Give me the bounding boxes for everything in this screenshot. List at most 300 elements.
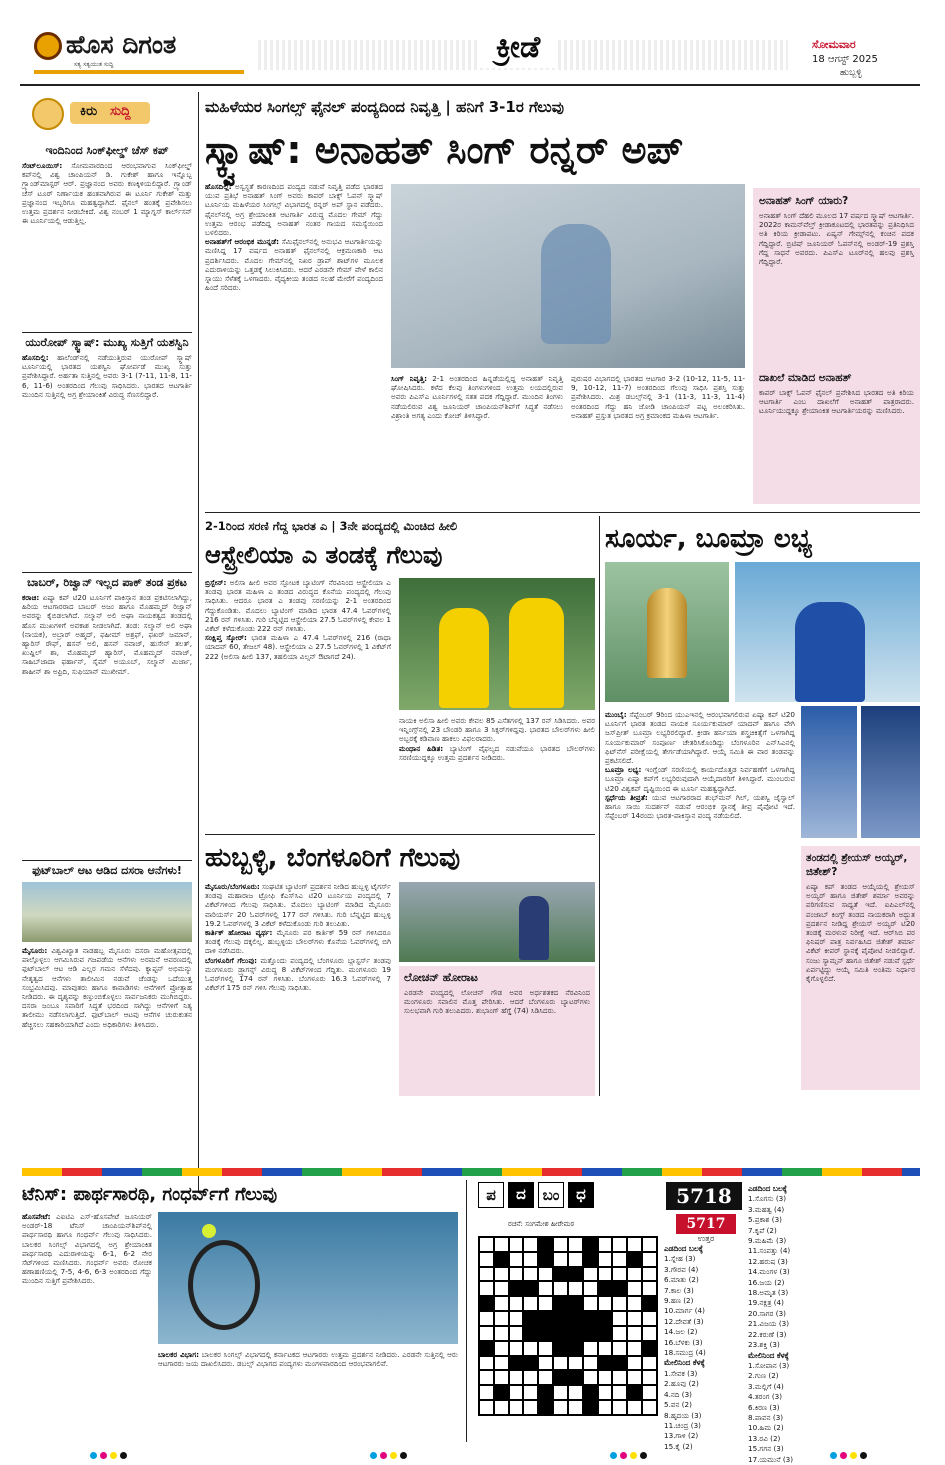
info-box-title: ಲೋಚನ್ ಹೋರಾಟ [404,971,478,984]
grid-cell[interactable] [494,1237,509,1252]
grid-cell[interactable] [627,1370,642,1385]
story-headline: ಆಸ್ಟ್ರೇಲಿಯಾ ಎ ತಂಡಕ್ಕೆ ಗೆಲುವು [205,541,443,569]
grid-cell[interactable] [523,1341,538,1356]
clue-heading: ಎಡದಿಂದ ಬಲಕ್ಕೆ [748,1184,787,1193]
grid-cell[interactable] [494,1326,509,1341]
grid-cell[interactable] [642,1326,657,1341]
story-body [22,1212,152,1438]
issue-day: ಸೋಮವಾರ [812,38,856,51]
info-box [399,966,595,1096]
brief-body [22,946,192,1170]
clue-heading: ಎಡದಿಂದ ಬಲಕ್ಕೆ [664,1244,703,1253]
player-figure [519,896,549,960]
asia-cup-story [605,516,920,1096]
answer-item: 5.ಪ್ರಕಾಶ (3) [748,1215,782,1225]
brief-title: ಇಂದಿನಿಂದ ಸಿಂಕ್‌ಫೀಲ್ಡ್ ಚೆಸ್ ಕಪ್ [45,144,169,157]
grid-cell[interactable] [568,1400,583,1415]
grid-cell[interactable] [627,1311,642,1326]
trophy-icon [647,588,687,678]
answer-item: 8.ಪಾವನ (3) [748,1412,784,1422]
puzzle-number: 5718 [666,1182,742,1210]
grid-cell[interactable] [509,1370,524,1385]
section-title: ಕ್ರೀಡೆ [480,28,556,68]
column-divider [466,1180,467,1442]
story-body [158,1350,458,1438]
info-box-title: ದಾಖಲೆ ಮಾಡಿದ ಅನಾಹತ್ [759,372,852,384]
grid-cell [583,1385,598,1400]
story-text: ಬ್ಯಾಟಿಂಗ್ ವೈಫಲ್ಯದ ನಡುವೆಯೂ ಭಾರತದ ಬೌಲರ್‌ಗಳು ಸರಣಿಯುದ್ದಕ್ಕೂ ಉತ್ತಮ ಪ್ರದರ್ಶನ ನೀಡಿದರು. [399,743,595,762]
grid-cell[interactable] [479,1237,494,1252]
grid-cell[interactable] [642,1385,657,1400]
answer-list [748,1184,920,1464]
puzzle-title-letter: ದ [508,1182,534,1208]
story-body [399,716,595,826]
brief-title: ಫುಟ್‌ಬಾಲ್ ಆಟ ಆಡಿದ ದಸರಾ ಆನೆಗಳು! [32,864,182,877]
grid-cell[interactable] [479,1356,494,1371]
story-lead: ಮುಂಬೈ: [605,710,627,719]
prev-puzzle-number: 5717 [676,1214,736,1234]
answer-item: 3.ಮಹತ್ವ (4) [748,1204,785,1214]
brief-lead: ಸೆಂಟ್‌ಲೂಯಿಸ್: [22,161,63,170]
grid-cell [538,1385,553,1400]
story-subhead: ಸಂಕ್ಷಿಪ್ತ ಸ್ಕೋರ್: [205,633,247,643]
clue-item: 5.ವನ (2) [664,1400,692,1410]
grid-cell[interactable] [612,1237,627,1252]
briefs-column [22,92,192,1192]
grid-cell[interactable] [509,1311,524,1326]
grid-cell[interactable] [538,1296,553,1311]
grid-cell[interactable] [523,1385,538,1400]
story-body [205,182,383,504]
brief-text: ಹಾಲೆಂಡ್‌ನಲ್ಲಿ ನಡೆಯುತ್ತಿರುವ ಯುರೋಪ್ ಸ್ಕ್ವಾಷ್ ಟೂರ್ನಿಯಲ್ಲಿ ಭಾರತದ ಯಶಸ್ವಿನಿ ಘೋರ್ಪಡೆ ಮುಖ್ಯ ಸುತ್ತು ಪ್ರವೇಶಿಸಿದ್ದಾರೆ. ಅರ್ಹತಾ ಸುತ್ತಿನಲ್ಲಿ ಅವರು 3-1 (7-11, 11-8, 11-6, 11-6) ಅಂತರದಿಂದ ಗೆಲುವು ಸಾಧಿಸಿದರು. ಭಾರತದ ಆಟಗಾರ್ತಿ ಮುಂದಿನ ಸುತ್ತಿನಲ್ಲಿ ಅಗ್ರ ಶ್ರೇಯಾಂಕಿತೆ ವಿರುದ್ಧ ಸೆಣಸಲಿದ್ದಾರೆ. [22,353,192,399]
grid-cell[interactable] [627,1356,642,1371]
story-headline: ಸ್ಕ್ವಾಷ್: ಅನಾಹತ್ ಸಿಂಗ್ ರನ್ನರ್ ಅಪ್ [205,128,684,172]
answer-item: 7.ಕೃಪೆ (2) [748,1225,777,1235]
cricket-photo [399,882,595,962]
story-text: ಅಲಿಸಾ ಹೀಲಿ ಅವರ ಸ್ಫೋಟಕ ಬ್ಯಾಟಿಂಗ್ ನೆರವಿನಿಂದ ಆಸ್ಟ್ರೇಲಿಯಾ ಎ ತಂಡವು ಭಾರತ ಮಹಿಳಾ ಎ ತಂಡದ ವಿರುದ್ಧದ ಕೊನೆಯ ಪಂದ್ಯದಲ್ಲಿ ಗೆಲುವು ಸಾಧಿಸಿತು. ಆದರೂ ಭಾರತ ಎ ತಂಡವು ಸರಣಿಯನ್ನು 2-1 ಅಂತರದಿಂದ ಗೆದ್ದುಕೊಂಡಿತು. ಮೊದಲು ಬ್ಯಾಟಿಂಗ್ ಮಾಡಿದ ಭಾರತ 47.4 ಓವರ್‌ಗಳಲ್ಲಿ 216 ರನ್ ಗಳಿಸಿತು. ಗುರಿ ಬೆನ್ನಟ್ಟಿದ ಆಸ್ಟ್ರೇಲಿಯಾ 27.5 ಓವರ್‌ಗಳಲ್ಲಿ ಕೇವಲ 1 ವಿಕೆಟ್ ಕಳೆದುಕೊಂಡು 222 ರನ್ ಗಳಿಸಿತು. [205,578,391,634]
answer-item: 22.ಕರುಣೆ (3) [748,1329,787,1339]
grid-cell[interactable] [583,1370,598,1385]
info-box [753,188,920,504]
grid-cell [553,1341,568,1356]
story-lead: ಹೊಸಪೇಟೆ: [22,1212,51,1221]
crossword [472,1180,920,1464]
answer-item: 15.ಗಗನ (3) [748,1444,784,1454]
answer-item: 2.ಗುಣ (2) [748,1371,779,1381]
grid-cell[interactable] [553,1252,568,1267]
player-figure [439,608,489,708]
grid-cell[interactable] [523,1252,538,1267]
grid-cell[interactable] [612,1400,627,1415]
grid-cell [509,1356,524,1371]
grid-cell[interactable] [598,1341,613,1356]
story-subhead: ಮಂಧಾನ ಹಿಡಿತ: [399,743,444,753]
grid-cell[interactable] [538,1370,553,1385]
brief-item [22,576,192,856]
grid-cell [568,1311,583,1326]
story-subhead: ಸ್ಪರ್ಧೆಯ ತೀವ್ರತೆ: [605,792,648,802]
grid-cell [509,1281,524,1296]
grid-cell [538,1252,553,1267]
registration-marks [370,1444,410,1463]
puzzle-author: ರಚನೆ: ಸಂಗಮೇಶ ಹೀರೇಮಠ [508,1220,575,1228]
grid-cell[interactable] [598,1237,613,1252]
answer-item: 14.ಮಂಗಳ (3) [748,1267,790,1277]
crossword-grid[interactable] [478,1236,658,1416]
grid-cell[interactable] [509,1400,524,1415]
brief-body [22,353,192,551]
grid-cell[interactable] [642,1252,657,1267]
story-text: ಸೆಮಿಫೈನಲ್‌ನಲ್ಲಿ ಅನುಭವಿ ಆಟಗಾರ್ತಿಯನ್ನು ಮಣಿಸಿದ್ದ 17 ವರ್ಷದ ಅನಾಹತ್ ಫೈನಲ್‌ನಲ್ಲಿ ಆಕ್ರಮಣಕಾರಿ ಆಟ ಪ್ರದರ್ಶಿಸಿದರು. ಮೊದಲ ಗೇಮ್‌ನಲ್ಲಿ ನಿಖರ ಡ್ರಾಪ್ ಶಾಟ್‌ಗಳ ಮೂಲಕ ಎದುರಾಳಿಯನ್ನು ಒತ್ತಡಕ್ಕೆ ಸಿಲುಕಿಸಿದರು. ಆದರೆ ಎರಡನೇ ಗೇಮ್ ವೇಳೆ ಕಾಲಿನ ಸ್ನಾಯು ಸೆಳೆತಕ್ಕೆ ಒಳಗಾದರು. ವೈದ್ಯಕೀಯ ತಂಡದ ಸಲಹೆ ಮೇರೆಗೆ ಪಂದ್ಯದಿಂದ ಹಿಂದೆ ಸರಿದರು. [205,237,383,293]
clue-item: 11.ಚಂದ್ರ (3) [664,1420,701,1430]
grid-cell[interactable] [509,1341,524,1356]
squash-photo [391,184,745,368]
tennis-ball-icon [202,1224,216,1238]
info-box-body: ಏಷ್ಯಾ ಕಪ್ ತಂಡದ ಆಯ್ಕೆಯಲ್ಲಿ ಶ್ರೇಯಸ್ ಅಯ್ಯರ್ ಹಾಗೂ ಜಿತೇಶ್ ಶರ್ಮಾ ಅವರನ್ನು ಪರಿಗಣಿಸುವ ಸಾಧ್ಯತೆ ಇದೆ. ಐಪಿಎಲ್‌ನಲ್ಲಿ ಪಂಜಾಬ್ ಕಿಂಗ್ಸ್ ತಂಡದ ನಾಯಕರಾಗಿ ಅದ್ಭುತ ಪ್ರದರ್ಶನ ನೀಡಿದ್ದ ಶ್ರೇಯಸ್ ಅಯ್ಯರ್ ಟಿ20 ತಂಡಕ್ಕೆ ಮರಳುವ ನಿರೀಕ್ಷೆ ಇದೆ. ಆರ್‌ಸಿಬಿ ಪರ ಫಿನಿಷರ್ ಪಾತ್ರ ನಿರ್ವಹಿಸಿದ ಜಿತೇಶ್ ಶರ್ಮಾ ವಿಕೆಟ್ ಕೀಪರ್ ಸ್ಥಾನಕ್ಕೆ ಪೈಪೋಟಿ ನೀಡಲಿದ್ದಾರೆ. ಸಂಜು ಸ್ಯಾಮ್ಸನ್ ಹಾಗೂ ಜಿತೇಶ್ ನಡುವೆ ಸ್ಪರ್ಧೆ ಏರ್ಪಟ್ಟಿದ್ದು ಆಯ್ಕೆ ಸಮಿತಿ ಅಂತಿಮ ನಿರ್ಧಾರ ಕೈಗೊಳ್ಳಲಿದೆ. [806,882,915,984]
grid-cell [583,1311,598,1326]
grid-cell [553,1311,568,1326]
grid-cell[interactable] [509,1237,524,1252]
grid-cell[interactable] [612,1385,627,1400]
grid-cell [523,1326,538,1341]
puzzle-title [478,1182,658,1212]
grid-cell[interactable] [523,1267,538,1282]
grid-cell[interactable] [583,1356,598,1371]
grid-cell[interactable] [494,1356,509,1371]
story-text: ಮತ್ತೊಂದು ಪಂದ್ಯದಲ್ಲಿ ಬೆಂಗಳೂರು ಬ್ಲಾಸ್ಟರ್ಸ್ ತಂಡವು ಮಂಗಳೂರು ಡ್ರ್ಯಾಗನ್ಸ್ ವಿರುದ್ಧ 8 ವಿಕೆಟ್‌ಗಳಿಂದ ಗೆದ್ದಿತು. ಮಂಗಳೂರು 19 ಓವರ್‌ಗಳಲ್ಲಿ 174 ರನ್ ಗಳಿಸಿತು. ಬೆಂಗಳೂರು 16.3 ಓವರ್‌ಗಳಲ್ಲಿ 7 ವಿಕೆಟ್‌ಗೆ 175 ರನ್ ಗಳಿಸಿ ಗೆಲುವು ಸಾಧಿಸಿತು. [205,955,391,993]
story-headline: ಟೆನಿಸ್: ಪಾರ್ಥಸಾರಥಿ, ಗಂಧರ್ವ್‌ಗೆ ಗೆಲುವು [22,1184,278,1205]
grid-cell[interactable] [553,1237,568,1252]
brief-item [22,144,192,326]
brief-body [22,161,192,311]
grid-cell[interactable] [612,1252,627,1267]
clue-item: 18.ಸಮುದ್ರ (4) [664,1348,706,1358]
grid-cell [568,1326,583,1341]
grid-cell[interactable] [583,1296,598,1311]
grid-cell [627,1385,642,1400]
grid-cell[interactable] [509,1267,524,1282]
grid-cell [598,1311,613,1326]
story-kicker: ಮಹಿಳೆಯರ ಸಿಂಗಲ್ಸ್ ಫೈನಲ್ ಪಂದ್ಯದಿಂದ ನಿವೃತ್ತಿ | ಹನಿಗೆ 3-1ರ ಗೆಲುವು [205,98,564,116]
story-body [205,882,391,1096]
cricket-photo [399,578,595,710]
australia-story [205,516,595,832]
grid-cell[interactable] [583,1341,598,1356]
clue-item: 14.ಜಲ (2) [664,1327,698,1337]
grid-cell[interactable] [598,1385,613,1400]
story-body [605,710,795,1090]
grid-cell[interactable] [612,1296,627,1311]
grid-cell[interactable] [568,1237,583,1252]
story-lead: ಹೊಸದಿಲ್ಲಿ: [205,182,232,191]
brief-divider [22,572,192,573]
grid-cell [538,1237,553,1252]
grid-cell[interactable] [627,1326,642,1341]
brief-lead: ಮೈಸೂರು: [22,946,48,955]
grid-cell[interactable] [598,1252,613,1267]
grid-cell[interactable] [523,1237,538,1252]
grid-cell[interactable] [627,1237,642,1252]
grid-cell [627,1252,642,1267]
grid-cell[interactable] [598,1267,613,1282]
grid-cell[interactable] [479,1281,494,1296]
grid-cell[interactable] [568,1356,583,1371]
grid-cell [494,1252,509,1267]
grid-cell[interactable] [642,1400,657,1415]
story-lead: ಬ್ರಿಸ್ಬೇನ್: [205,578,227,587]
grid-cell[interactable] [494,1311,509,1326]
story-headline: ಸೂರ್ಯ, ಬೂಮ್ರಾ ಲಭ್ಯ [605,524,813,554]
registration-marks [90,1444,130,1463]
brief-item [22,336,192,568]
story-lead: ಮೈಸೂರು/ಬೆಂಗಳೂರು: [205,882,260,891]
story-text: ನಾಯಕಿ ಅಲಿಸಾ ಹೀಲಿ ಅವರು ಕೇವಲ 85 ಎಸೆತಗಳಲ್ಲಿ 137 ರನ್ ಸಿಡಿಸಿದರು. ಅವರ ಇನ್ನಿಂಗ್ಸ್‌ನಲ್ಲಿ 23 ಬೌಂಡರಿ ಹಾಗೂ 3 ಸಿಕ್ಸರ್‌ಗಳಿದ್ದವು. ಭಾರತದ ಬೌಲರ್‌ಗಳು ಹೀಲಿ ಅಬ್ಬರಕ್ಕೆ ಕಡಿವಾಣ ಹಾಕಲು ವಿಫಲರಾದರು. [399,716,595,744]
grid-cell[interactable] [523,1400,538,1415]
grid-cell[interactable] [538,1281,553,1296]
grid-cell [612,1281,627,1296]
clue-heading: ಮೇಲಿನಿಂದ ಕೆಳಕ್ಕೆ [664,1358,705,1368]
answer-item: 12.ಹರುಷ (3) [748,1256,788,1266]
grid-cell [553,1370,568,1385]
grid-cell[interactable] [598,1370,613,1385]
clue-heading: ಮೇಲಿನಿಂದ ಕೆಳಕ್ಕೆ [748,1350,789,1360]
info-box-title: ಅನಾಹತ್ ಸಿಂಗ್ ಯಾರು? [759,195,849,207]
grid-cell[interactable] [598,1400,613,1415]
grid-cell [553,1326,568,1341]
puzzle-title-letter: ಪ [478,1182,504,1208]
grid-cell[interactable] [627,1281,642,1296]
answer-item: 9.ಮಹಿಮೆ (3) [748,1236,787,1246]
answer-item: 1.ಸೋಪಾನ (3) [748,1360,790,1370]
grid-cell [583,1326,598,1341]
grid-cell[interactable] [642,1281,657,1296]
story-subhead: ಬಾಲಕರ ವಿಭಾಗ: [158,1350,199,1359]
brief-text: ಸೋಮವಾರದಿಂದ ಆರಂಭವಾಗುವ ಸಿಂಕ್‌ಫೀಲ್ಡ್ ಕಪ್‌ನಲ್ಲಿ ವಿಶ್ವ ಚಾಂಪಿಯನ್ ಡಿ. ಗುಕೇಶ್ ಹಾಗೂ ಇನ್ನೊಬ್ಬ ಗ್ರ್ಯಾಂಡ್‌ಮಾಸ್ಟರ್ ಆರ್. ಪ್ರಜ್ಞಾನಂದ ಅವರು ಕಣಕ್ಕಿಳಿಯಲಿದ್ದಾರೆ. ಗ್ರ್ಯಾಂಡ್ ಚೆಸ್ ಟೂರ್ ನಿರ್ಣಾಯಕ ಹಂತವಾಗಿರುವ ಈ ಟೂರ್ನಿ ಗುಕೇಶ್ ಮತ್ತು ಪ್ರಜ್ಞಾನಂದ ಇಬ್ಬರಿಗೂ ಮಹತ್ವದ್ದಾಗಿದೆ. ಫೈನಲ್ ಹಂತಕ್ಕೆ ಪ್ರವೇಶಿಸಲು ಉತ್ತಮ ಪ್ರದರ್ಶನ ನೀಡಬೇಕಿದೆ. ವಿಶ್ವ ನಂಬರ್ 1 ಮ್ಯಾಗ್ನಸ್ ಕಾರ್ಲ್‌ಸನ್ ಈ ಟೂರ್ನಿಯಲ್ಲಿ ಆಡುತ್ತಿಲ್ಲ. [22,161,192,226]
story-headline: ಹುಬ್ಬಳ್ಳಿ, ಬೆಂಗಳೂರಿಗೆ ಗೆಲುವು [205,843,461,873]
answer-item: 10.ಹಿಮ (2) [748,1423,784,1433]
logo [34,30,254,80]
pointing-hand-icon [32,98,64,130]
story-body [571,374,745,504]
grid-cell[interactable] [509,1252,524,1267]
brief-divider [22,332,192,333]
grid-cell[interactable] [479,1370,494,1385]
briefs-label-b: ಸುದ್ದಿ [110,104,131,119]
grid-cell[interactable] [509,1296,524,1311]
masthead-rule [20,84,920,86]
grid-cell [583,1400,598,1415]
grid-cell[interactable] [523,1296,538,1311]
info-box-body: ಅನಾಹತ್ ಸಿಂಗ್ ದೆಹಲಿ ಮೂಲದ 17 ವರ್ಷದ ಸ್ಕ್ವಾಷ್ ಆಟಗಾರ್ತಿ. 2022ರ ಕಾಮನ್‌ವೆಲ್ತ್ ಕ್ರೀಡಾಕೂಟದಲ್ಲಿ ಭಾರತವನ್ನು ಪ್ರತಿನಿಧಿಸಿದ ಅತಿ ಕಿರಿಯ ಕ್ರೀಡಾಪಟು. ಏಷ್ಯನ್ ಗೇಮ್ಸ್‌ನಲ್ಲಿ ಕಂಚಿನ ಪದಕ ಗೆದ್ದಿದ್ದಾರೆ. ಬ್ರಿಟಿಷ್ ಜೂನಿಯರ್ ಓಪನ್‌ನಲ್ಲಿ ಅಂಡರ್-19 ಪ್ರಶಸ್ತಿ ಗೆದ್ದ ಸಾಧನೆ ಅವರದು. ಪಿಎಸ್‌ಎ ಟೂರ್‌ನಲ್ಲಿ ಹಲವು ಪ್ರಶಸ್ತಿ ಗೆದ್ದಿದ್ದಾರೆ. [759,211,914,267]
grid-cell[interactable] [612,1326,627,1341]
grid-cell[interactable] [642,1356,657,1371]
grid-cell [583,1237,598,1252]
section-rule [205,834,595,835]
answer-item: 23.ಶಕ್ತಿ (3) [748,1340,780,1350]
trophy-photo [605,562,729,702]
brief-text: ಏಷ್ಯಾ ಕಪ್ ಟಿ20 ಟೂರ್ನಿಗೆ ಪಾಕಿಸ್ತಾನ ತಂಡ ಪ್ರಕಟಿಸಲಾಗಿದ್ದು, ಹಿರಿಯ ಆಟಗಾರರಾದ ಬಾಬರ್ ಅಜಂ ಹಾಗೂ ಮೊಹಮ್ಮದ್ ರಿಜ್ವಾನ್ ಅವರನ್ನು ಕೈಬಿಡಲಾಗಿದೆ. ಸಲ್ಮಾನ್ ಅಲಿ ಅಘಾ ನಾಯಕತ್ವದ ತಂಡದಲ್ಲಿ ಹೊಸ ಮುಖಗಳಿಗೆ ಅವಕಾಶ ನೀಡಲಾಗಿದೆ. ತಂಡ: ಸಲ್ಮಾನ್ ಅಲಿ ಅಘಾ (ನಾಯಕ), ಅಬ್ರಾರ್ ಅಹ್ಮದ್, ಫಹೀಮ್ ಅಶ್ರಫ್, ಫಖರ್ ಜಮಾನ್, ಹ್ಯಾರಿಸ್ ರೌಫ್, ಹಸನ್ ಅಲಿ, ಹಸನ್ ನವಾಜ್, ಹುಸೇನ್ ತಲತ್, ಖುಷ್ದಿಲ್ ಶಾ, ಮೊಹಮ್ಮದ್ ಹ್ಯಾರಿಸ್, ಮೊಹಮ್ಮದ್ ನವಾಜ್, ಸಾಹಿಬ್‌ಜಾದಾ ಫರ್ಹಾನ್, ಸೈಮ್ ಅಯೂಬ್, ಸಲ್ಮಾನ್ ಮಿರ್ಜಾ, ಶಾಹೀನ್ ಶಾ ಅಫ್ರಿದಿ, ಸುಫಿಯಾನ್ ಮುಖೀಮ್. [22,593,192,676]
clue-item: 12.ದೇವತೆ (3) [664,1316,704,1326]
grid-cell[interactable] [494,1370,509,1385]
clue-item: 9.ಹಣ (2) [664,1296,694,1306]
brief-body [22,593,192,839]
grid-cell[interactable] [553,1281,568,1296]
answer-item: 11.ಸಂಪತ್ತು (4) [748,1246,791,1256]
clue-item: 13.ಗಾಳಿ (2) [664,1431,699,1441]
clue-item: 4.ನದಿ (3) [664,1389,692,1399]
grid-cell [479,1341,494,1356]
clue-item: 1.ಸೇವಕ (3) [664,1368,698,1378]
answer-item: 1.ಸೊಗಸು (3) [748,1194,787,1204]
answer-item: 6.ಕಿರಣ (3) [748,1402,780,1412]
grid-cell[interactable] [479,1311,494,1326]
player-figure [795,602,865,702]
info-box-title: ತಂಡದಲ್ಲಿ ಶ್ರೇಯಸ್ ಅಯ್ಯರ್, ಜಿತೇಶ್? [806,852,908,878]
logo-tagline: ಸತ್ಯ ಸತ್ವಯುತ ಸುದ್ದಿ [74,61,114,68]
story-text: ಎಐಟಿಎ ಎಸ್-ಹೊಸಪೇಟೆ ಜೂನಿಯರ್ ಅಂಡರ್-18 ಟೆನಿಸ್ ಚಾಂಪಿಯನ್‌ಶಿಪ್‌ನಲ್ಲಿ ಪಾರ್ಥಸಾರಥಿ ಹಾಗೂ ಗಂಧರ್ವ್ ಗೆಲುವು ಸಾಧಿಸಿದರು. ಬಾಲಕರ ಸಿಂಗಲ್ಸ್ ವಿಭಾಗದಲ್ಲಿ ಅಗ್ರ ಶ್ರೇಯಾಂಕಿತ ಪಾರ್ಥಸಾರಥಿ ಎದುರಾಳಿಯನ್ನು 6-1, 6-2 ನೇರ ಸೆಟ್‌ಗಳಿಂದ ಮಣಿಸಿದರು. ಗಂಧರ್ವ್ ಅವರು ರೋಚಕ ಹಣಾಹಣಿಯಲ್ಲಿ 7-5, 4-6, 6-3 ಅಂತರದಿಂದ ಗೆದ್ದು ಮುಂದಿನ ಸುತ್ತಿಗೆ ಪ್ರವೇಶಿಸಿದರು. [22,1212,152,1286]
grid-cell[interactable] [553,1356,568,1371]
grid-cell[interactable] [642,1311,657,1326]
briefs-label-a: ಕಿರು [80,104,98,119]
grid-cell [479,1296,494,1311]
issue-city: ಹುಬ್ಬಳ್ಳಿ [840,68,862,78]
brief-divider [22,860,192,861]
tennis-photo [158,1212,458,1344]
grid-cell[interactable] [479,1400,494,1415]
grid-cell[interactable] [627,1400,642,1415]
grid-cell [598,1326,613,1341]
bumrah-photo [735,562,920,702]
answer-item: 16.ಜಯ (2) [748,1277,785,1287]
briefs-header [22,92,192,136]
grid-cell [642,1296,657,1311]
grid-cell [538,1326,553,1341]
hubballi-story [205,838,595,1100]
grid-cell[interactable] [642,1237,657,1252]
registration-marks [830,1444,870,1463]
grid-cell[interactable] [627,1267,642,1282]
story-subhead: ಬೂಮ್ರಾ ಲಭ್ಯ: [605,765,642,775]
grid-cell[interactable] [479,1267,494,1282]
answer-item: 3.ಮಲ್ಲಿಗೆ (4) [748,1381,784,1391]
grid-cell[interactable] [553,1385,568,1400]
grid-cell [523,1356,538,1371]
answer-item: 21.ವಿಜಯ (3) [748,1319,790,1329]
prev-puzzle-label: ಉತ್ತರ [697,1234,715,1243]
grid-cell[interactable] [494,1296,509,1311]
grid-cell[interactable] [583,1281,598,1296]
masthead [0,0,945,92]
grid-cell [494,1385,509,1400]
grid-cell[interactable] [523,1370,538,1385]
column-divider [599,516,600,1096]
player-photo [861,706,920,838]
grid-cell [538,1400,553,1415]
grid-cell[interactable] [568,1385,583,1400]
clue-item: 2.ಹೂವು (2) [664,1379,699,1389]
tennis-story [22,1180,462,1442]
grid-cell[interactable] [509,1385,524,1400]
elephants-photo [22,882,192,942]
grid-cell [553,1296,568,1311]
story-text: ಸಂಘಟಿತ ಬ್ಯಾಟಿಂಗ್ ಪ್ರದರ್ಶನ ನೀಡಿದ ಹುಬ್ಬಳ್ಳಿ ಟೈಗರ್ಸ್ ತಂಡವು ಮಹಾರಾಜ ಟ್ರೋಫಿ ಕೆಎಸ್‌ಸಿಎ ಟಿ20 ಟೂರ್ನಿಯ ಪಂದ್ಯದಲ್ಲಿ 7 ವಿಕೆಟ್‌ಗಳಿಂದ ಗೆಲುವು ಸಾಧಿಸಿತು. ಮೊದಲು ಬ್ಯಾಟಿಂಗ್ ಮಾಡಿದ ಮೈಸೂರು ವಾರಿಯರ್ಸ್ 20 ಓವರ್‌ಗಳಲ್ಲಿ 177 ರನ್ ಗಳಿಸಿತು. ಗುರಿ ಬೆನ್ನಟ್ಟಿದ ಹುಬ್ಬಳ್ಳಿ 19.2 ಓವರ್‌ಗಳಲ್ಲಿ 3 ವಿಕೆಟ್ ಕಳೆದುಕೊಂಡು ಗುರಿ ತಲುಪಿತು. [205,882,391,928]
grid-cell[interactable] [553,1400,568,1415]
player-photo [801,706,857,838]
logo-text: ಹೊಸ ದಿಗಂತ [66,30,177,59]
grid-cell[interactable] [583,1267,598,1282]
answer-item: 19.ನಕ್ಷತ್ರ (4) [748,1298,784,1308]
brief-title: ಯುರೋಪ್ ಸ್ಕ್ವಾಷ್: ಮುಖ್ಯ ಸುತ್ತಿಗೆ ಯಶಸ್ವಿನಿ [25,336,189,349]
clue-item: 6.ಮಾತು (2) [664,1275,699,1285]
grid-cell[interactable] [479,1326,494,1341]
info-box-body: ಕಾಪರ್ ಬಾಕ್ಸ್ ಓಪನ್ ಫೈನಲ್ ಪ್ರವೇಶಿಸಿದ ಭಾರತದ ಅತಿ ಕಿರಿಯ ಆಟಗಾರ್ತಿ ಎಂಬ ದಾಖಲೆಗೆ ಅನಾಹತ್ ಪಾತ್ರರಾದರು. ಟೂರ್ನಿಯುದ್ದಕ್ಕೂ ಶ್ರೇಯಾಂಕಿತ ಆಟಗಾರ್ತಿಯರನ್ನು ಮಣಿಸಿದರು. [759,388,914,416]
brief-lead: ಕರಾಚಿ: [22,593,40,602]
section-rule [205,512,920,513]
story-subhead: ಅನಾಹತ್‌ಗೆ ಆರಂಭಿಕ ಮುನ್ನಡೆ: [205,237,279,247]
grid-cell[interactable] [642,1267,657,1282]
story-body [391,374,563,504]
grid-cell[interactable] [494,1341,509,1356]
grid-cell[interactable] [612,1341,627,1356]
grid-cell [583,1252,598,1267]
grid-cell[interactable] [642,1370,657,1385]
grid-cell [598,1356,613,1371]
answer-item: 18.ಅಮೃತ (3) [748,1288,789,1298]
story-subhead: ಸಿಂಗ್ ನಿವೃತ್ತಿ: [391,374,427,383]
grid-cell [568,1341,583,1356]
puzzle-title-letter: ಬಂ [538,1182,564,1208]
grid-cell[interactable] [612,1267,627,1282]
clue-item: 7.ಕಾಲ (3) [664,1285,694,1295]
answer-item: 17.ಯಮುನೆ (3) [748,1454,793,1464]
grid-cell[interactable] [479,1252,494,1267]
grid-cell[interactable] [568,1252,583,1267]
grid-cell[interactable] [509,1326,524,1341]
story-text: ಮೈಸೂರು ಪರ ಕಾರ್ತಿಕ್ 59 ರನ್ ಗಳಿಸಿದರೂ ತಂಡಕ್ಕೆ ಗೆಲುವು ದಕ್ಕಲಿಲ್ಲ. ಹುಬ್ಬಳ್ಳಿಯ ಬೌಲರ್‌ಗಳು ಕೊನೆಯ ಓವರ್‌ಗಳಲ್ಲಿ ಬಿಗಿ ದಾಳಿ ನಡೆಸಿದರು. [205,928,391,956]
clue-item: 10.ಮಾರ್ಗ (4) [664,1306,705,1316]
brief-text: ವಿಶ್ವವಿಖ್ಯಾತ ನಾಡಹಬ್ಬ ಮೈಸೂರು ದಸರಾ ಮಹೋತ್ಸವದಲ್ಲಿ ಪಾಲ್ಗೊಳ್ಳಲು ಆಗಮಿಸಿರುವ ಗಜಪಡೆಯ ಆನೆಗಳು ಅರಮನೆ ಆವರಣದಲ್ಲಿ ಫುಟ್‌ಬಾಲ್ ಆಟ ಆಡಿ ಎಲ್ಲರ ಗಮನ ಸೆಳೆದವು. ಕ್ಯಾಪ್ಟನ್ ಅಭಿಮನ್ಯು ನೇತೃತ್ವದ ಆನೆಗಳು ತಾಲೀಮಿನ ನಡುವೆ ಚೆಂಡನ್ನು ಒದೆಯುತ್ತ ಸಂಭ್ರಮಿಸಿದವು. ಮಾವುತರು ಹಾಗೂ ಕಾವಾಡಿಗಳು ಆನೆಗಳಿಗೆ ಪ್ರೋತ್ಸಾಹ ನೀಡಿದರು. ಈ ದೃಶ್ಯವನ್ನು ಕಣ್ತುಂಬಿಕೊಳ್ಳಲು ಸಾರ್ವಜನಿಕರು ಮುಗಿಬಿದ್ದರು. ದಸರಾ ಜಂಬೂ ಸವಾರಿಗೆ ಸಿದ್ಧತೆ ಭರದಿಂದ ಸಾಗಿದ್ದು ಆನೆಗಳಿಗೆ ನಿತ್ಯ ತಾಲೀಮು ನಡೆಸಲಾಗುತ್ತಿದೆ. ಫುಟ್‌ಬಾಲ್ ಆಟವು ಆನೆಗಳ ಚುರುಕುತನ ಹೆಚ್ಚಿಸಲು ಸಹಕಾರಿಯಾಗಿದೆ ಎಂದು ಅಧಿಕಾರಿಗಳು ತಿಳಿಸಿದರು. [22,946,192,1029]
clue-item: 16.ಬೆಳಕು (3) [664,1337,703,1347]
grid-cell [538,1311,553,1326]
grid-cell [523,1281,538,1296]
story-text: ಇಂಗ್ಲೆಂಡ್ ಸರಣಿಯಲ್ಲಿ ಕಾರ್ಯದೊತ್ತಡ ನಿರ್ವಹಣೆಗೆ ಒಳಗಾಗಿದ್ದ ಬೂಮ್ರಾ ಏಷ್ಯಾ ಕಪ್‌ಗೆ ಲಭ್ಯರಿರುವುದಾಗಿ ಆಯ್ಕೆದಾರರಿಗೆ ತಿಳಿಸಿದ್ದಾರೆ. ಮುಂಬರುವ ಟಿ20 ವಿಶ್ವಕಪ್ ದೃಷ್ಟಿಯಿಂದ ಈ ಟೂರ್ನಿ ಮಹತ್ವದ್ದಾಗಿದೆ. [605,765,795,793]
grid-cell[interactable] [612,1370,627,1385]
grid-cell[interactable] [598,1296,613,1311]
across-clues [664,1244,742,1451]
logo-emblem-icon [34,32,62,60]
clue-item: 3.ಗೌರವ (4) [664,1264,699,1274]
grid-cell[interactable] [479,1385,494,1400]
story-text: 2-1 ಅಂತರದಿಂದ ಹಿನ್ನಡೆಯಲ್ಲಿದ್ದ ಅನಾಹತ್ ನಿವೃತ್ತಿ ಘೋಷಿಸಿದರು. ಕಳೆದ ಕೆಲವು ತಿಂಗಳುಗಳಿಂದ ಉತ್ತಮ ಲಯದಲ್ಲಿರುವ ಅವರು ಪಿಎಸ್‌ಎ ಟೂರ್ನಿಗಳಲ್ಲಿ ಸತತ ಪದಕ ಗೆದ್ದಿದ್ದಾರೆ. ಮುಂದಿನ ತಿಂಗಳು ನಡೆಯಲಿರುವ ವಿಶ್ವ ಜೂನಿಯರ್ ಚಾಂಪಿಯನ್‌ಶಿಪ್‌ಗೆ ಸಿದ್ಧತೆ ನಡೆಸಲು ವಿಶ್ರಾಂತಿ ಅಗತ್ಯ ಎಂದು ಕೋಚ್ ತಿಳಿಸಿದ್ದಾರೆ. [391,374,563,420]
grid-cell[interactable] [494,1267,509,1282]
grid-cell [598,1281,613,1296]
grid-cell[interactable] [494,1281,509,1296]
story-text: ಯುವ ಆಟಗಾರರಾದ ಶುಭ್‌ಮನ್ ಗಿಲ್, ಯಶಸ್ವಿ ಜೈಸ್ವಾಲ್ ಹಾಗೂ ಸಾಯಿ ಸುದರ್ಶನ್ ನಡುವೆ ಆರಂಭಿಕ ಸ್ಥಾನಕ್ಕೆ ತೀವ್ರ ಪೈಪೋಟಿ ಇದೆ. ಸೆಪ್ಟೆಂಬರ್ 14ರಂದು ಭಾರತ-ಪಾಕಿಸ್ತಾನ ಪಂದ್ಯ ನಡೆಯಲಿದೆ. [605,792,795,821]
grid-cell[interactable] [627,1341,642,1356]
grid-cell[interactable] [627,1296,642,1311]
grid-cell [553,1267,568,1282]
grid-cell[interactable] [538,1341,553,1356]
clue-item: 15.ಕೈ (2) [664,1441,693,1451]
grid-cell[interactable] [568,1281,583,1296]
grid-cell[interactable] [538,1267,553,1282]
story-text: ಬಾಲಕರ ಸಿಂಗಲ್ಸ್ ವಿಭಾಗದಲ್ಲಿ ಕರ್ನಾಟಕದ ಆಟಗಾರರು ಉತ್ತಮ ಪ್ರದರ್ಶನ ನೀಡಿದರು. ಎರಡನೇ ಸುತ್ತಿನಲ್ಲಿ ಆರು ಆಟಗಾರರು ಜಯ ದಾಖಲಿಸಿದರು. ಡಬಲ್ಸ್ ವಿಭಾಗದ ಪಂದ್ಯಗಳು ಮಂಗಳವಾರದಿಂದ ಆರಂಭವಾಗಲಿವೆ. [158,1350,458,1369]
answer-item: 20.ಸಾಗರ (3) [748,1308,786,1318]
grid-cell[interactable] [494,1400,509,1415]
story-text: ಸೆಪ್ಟೆಂಬರ್ 9ರಿಂದ ಯುಎಇನಲ್ಲಿ ಆರಂಭವಾಗಲಿರುವ ಏಷ್ಯಾ ಕಪ್ ಟಿ20 ಟೂರ್ನಿಗೆ ಭಾರತ ತಂಡದ ನಾಯಕ ಸೂರ್ಯಕುಮಾರ್ ಯಾದವ್ ಹಾಗೂ ವೇಗಿ ಜಸ್‌ಪ್ರೀತ್ ಬೂಮ್ರಾ ಲಭ್ಯರಿರಲಿದ್ದಾರೆ. ಕ್ರೀಡಾ ಹರ್ನಿಯಾ ಶಸ್ತ್ರಚಿಕಿತ್ಸೆಗೆ ಒಳಗಾಗಿದ್ದ ಸೂರ್ಯಕುಮಾರ್ ಸಂಪೂರ್ಣ ಚೇತರಿಸಿಕೊಂಡಿದ್ದು ಬೆಂಗಳೂರಿನ ಎನ್‌ಸಿಎನಲ್ಲಿ ಫಿಟ್‌ನೆಸ್ ಪರೀಕ್ಷೆಯಲ್ಲಿ ತೇರ್ಗಡೆಯಾಗಿದ್ದಾರೆ. ಆಯ್ಕೆ ಸಮಿತಿ ಈ ವಾರ ತಂಡವನ್ನು ಪ್ರಕಟಿಸಲಿದೆ. [605,710,795,766]
grid-cell[interactable] [612,1311,627,1326]
grid-cell[interactable] [538,1356,553,1371]
